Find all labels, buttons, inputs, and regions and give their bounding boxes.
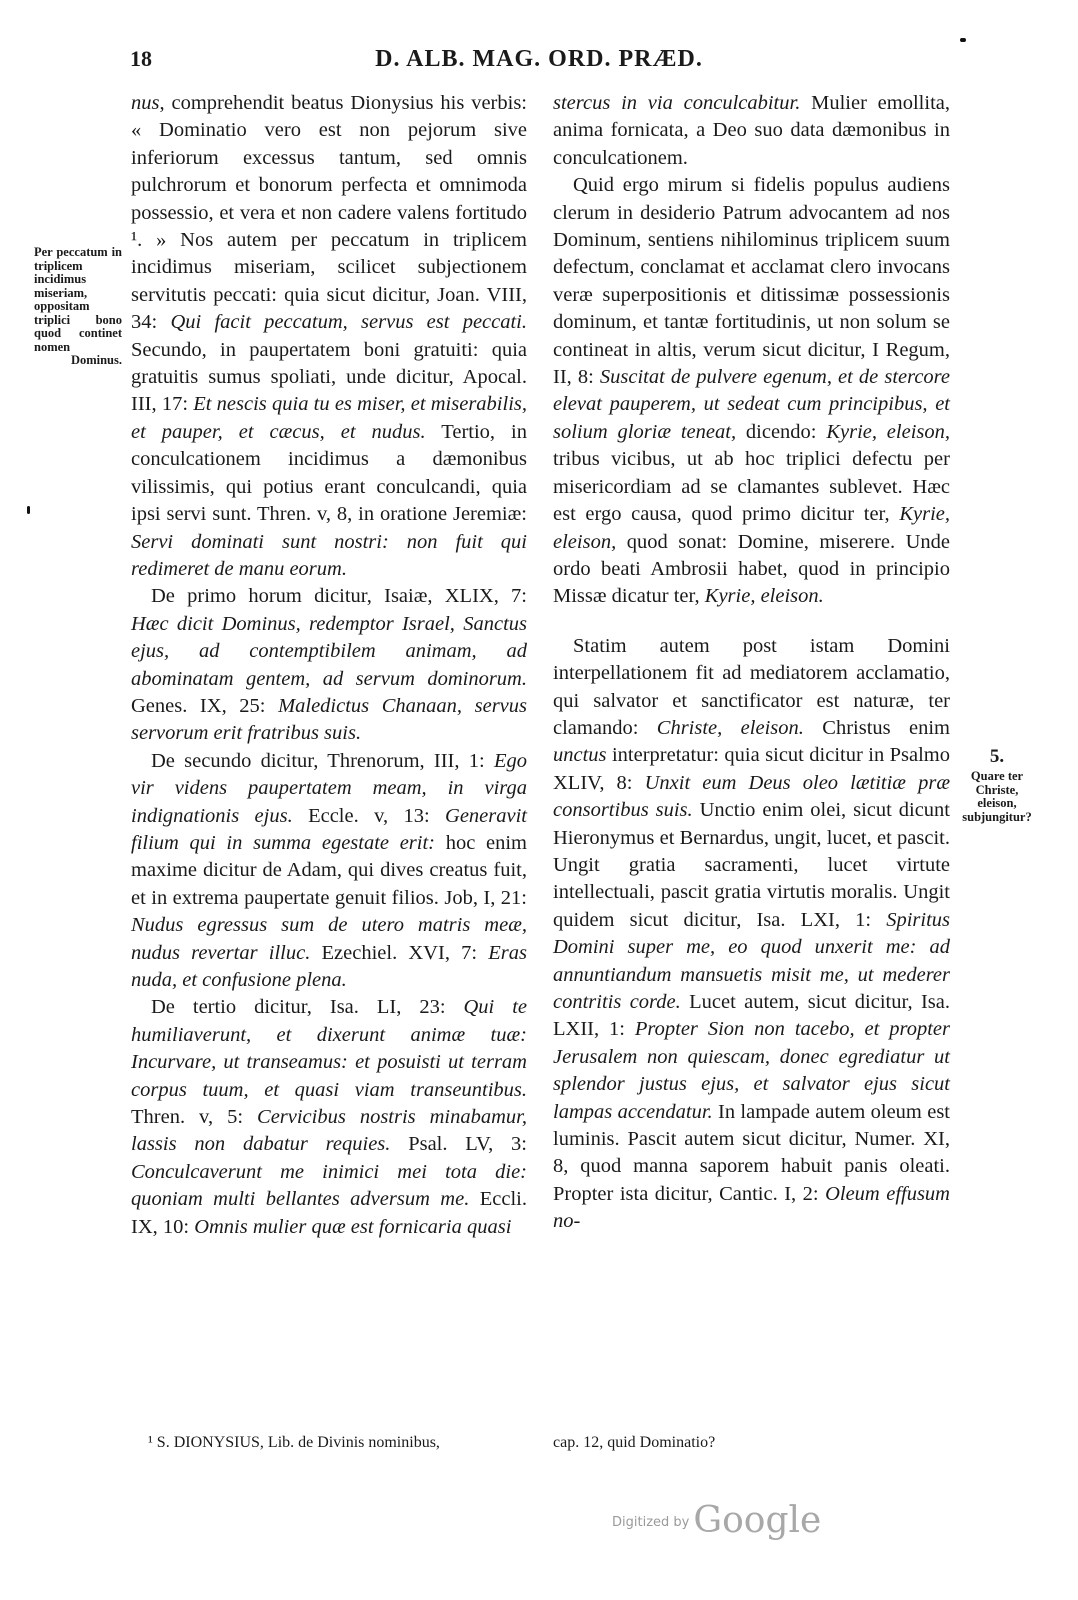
paragraph: Statim autem post istam Domini interpellationem fit ad mediatorem acclamatio, qui salvator et sanctificator est naturæ, ter clamando: Christe, eleison. Christus enim unctus interpretatur: quia sicut dicitur in Psalmo XLIV, 8: Unxit eum Deus oleo lætitiæ præ consortibus suis. Unctio enim olei, sicut dicunt Hieronymus et Bernardus, ungit, lucet, et pascit. Ungit gratia sacramenti, lucet virtute intellectuali, pascit gratia virtutis moralis. Ungit quidem sicut dicitur, Isa. LXI, 1: Spiritus Domini super me, eo quod unxerit me: ad annuntiandum mansuetis misit me, ut mederer contritis corde. Lucet autem, sicut dicitur, Isa. LXII, 1: Propter Sion non tacebo, et propter Jerusalem non quiescam, donec egrediatur ut splendor justus ejus, et salvator ejus sicut lampas accendatur. In lampade autem oleum est luminis. Pascit autem sicut dicitur, Numer. XI, 8, quod manna saporem habuit panis oleati. Propter ista dicitur, Cantic. I, 2: Oleum effusum no- xyxy=(553,634,951,1233)
paragraph: stercus in via conculcabitur. Mulier emollita, anima fornicata, a Deo suo data dæmonibus in conculcationem. xyxy=(553,92,950,169)
paragraph: De secundo dicitur, Threnorum, III, 1: Ego vir videns paupertatem meam, in virga indignationis ejus. Eccle. v, 13: Generavit filium qui in summa egestate erit: hoc enim maxime dicitur de Adam, qui dives creatus fuit, et in extrema paupertate genuit filios. Job, I, 21: Nudus egressus sum de utero matris meæ, nudus revertar illuc. Ezechiel. XVI, 7: Eras nuda, et confusione plena. xyxy=(131,749,527,991)
digitization-watermark xyxy=(612,1500,821,1541)
section-gap xyxy=(553,611,950,633)
running-title: D. ALB. MAG. ORD. PRÆD. xyxy=(375,46,703,72)
footnote: ¹ S. DIONYSIUS, Lib. de Divinis nominibus, xyxy=(148,1434,440,1451)
left-column xyxy=(131,90,527,1241)
watermark-prefix: Digitized by xyxy=(612,1515,690,1530)
paragraph: De tertio dicitur, Isa. LI, 23: Qui te humiliaverunt, et dixerunt animæ tuæ: Incurvare, ut transeamus: et posuisti ut terram corpus tuum, et quasi viam transeuntibus. Thren. v, 5: Cervicibus nostris minabamur, lassis non dabatur requies. Psal. LV, 3: Conculcaverunt me inimici mei tota die: quoniam multi bellantes adversum me. Eccli. IX, 10: Omnis mulier quæ est fornicaria quasi xyxy=(131,996,528,1238)
section-number: 5. xyxy=(989,746,1005,767)
marginal-note-left: Per peccatum in triplicem incidimus miseriam, oppositam triplici bono quod continet nomen Dominus. xyxy=(34,245,122,367)
paragraph: nus, comprehendit beatus Dionysius his verbis: « Dominatio vero est non pejorum sive inferiorum excessus tantum, sed omnis pulchrorum et bonorum perfecta et omnimoda possessio, et vera et non cadere valens fortitudo ¹. » Nos autem per peccatum in triplicem incidimus miseriam, scilicet subjectionem servitutis peccati: quia sicut dicitur, Joan. VIII, 34: Qui facit peccatum, servus est peccati. Secundo, in paupertatem boni gratuiti: quia gratuitis sumus spoliati, unde dicitur, Apocal. III, 17: Et nescis quia tu es miser, et miserabilis, et pauper, et cæcus, et nudus. Tertio, in conculcationem incidimus a dæmonibus vilissimis, qui potius erant conculcandi, quia ipsi servi sunt. Thren. v, 8, in oratione Jeremiæ: Servi dominati sunt nostri: non fuit qui redimeret de manu eorum. xyxy=(131,92,528,580)
marginal-note-right xyxy=(958,744,1036,824)
google-logo: Google xyxy=(693,1500,822,1541)
paragraph: Quid ergo mirum si fidelis populus audiens clerum in desiderio Patrum advocantem ad nos Dominum, sentiens nihilominus triplicem suum defectum, conclamat et acclamat clero invocans veræ superpositionis et ditissimæ possessionis dominum, et tantæ fortitudinis, ut non solum se contineat in altis, verum sicut dicitur, I Regum, II, 8: Suscitat de pulvere egenum, et de stercore elevat pauperem, ut sedeat cum principibus, et solium gloriæ teneat, dicendo: Kyrie, eleison, tribus vicibus, ut ab hoc triplici defectu per misericordiam ad se clamantes sublevet. Hæc est ergo causa, quod primo dicitur ter, Kyrie, eleison, quod sonat: Domine, miserere. Unde ordo beati Ambrosii habet, quod in principio Missæ dicatur ter, Kyrie, eleison. xyxy=(553,174,950,608)
page-header xyxy=(0,46,1078,82)
footnote-continued: cap. 12, quid Dominatio? xyxy=(553,1434,716,1451)
marginal-note-right-text: Quare ter Christe, eleison, subjungitur? xyxy=(962,769,1032,824)
right-column xyxy=(553,90,950,1236)
page-number: 18 xyxy=(130,46,152,71)
paragraph: De primo horum dicitur, Isaiæ, XLIX, 7: Hæc dicit Dominus, redemptor Israel, Sanctus ejus, ad contemptibilem animam, ad abominatam gentem, ad servum dominorum. Genes. IX, 25: Maledictus Chanaan, servus servorum erit fratribus suis. xyxy=(131,585,527,745)
ink-speck xyxy=(960,38,966,42)
ink-speck xyxy=(27,506,30,514)
